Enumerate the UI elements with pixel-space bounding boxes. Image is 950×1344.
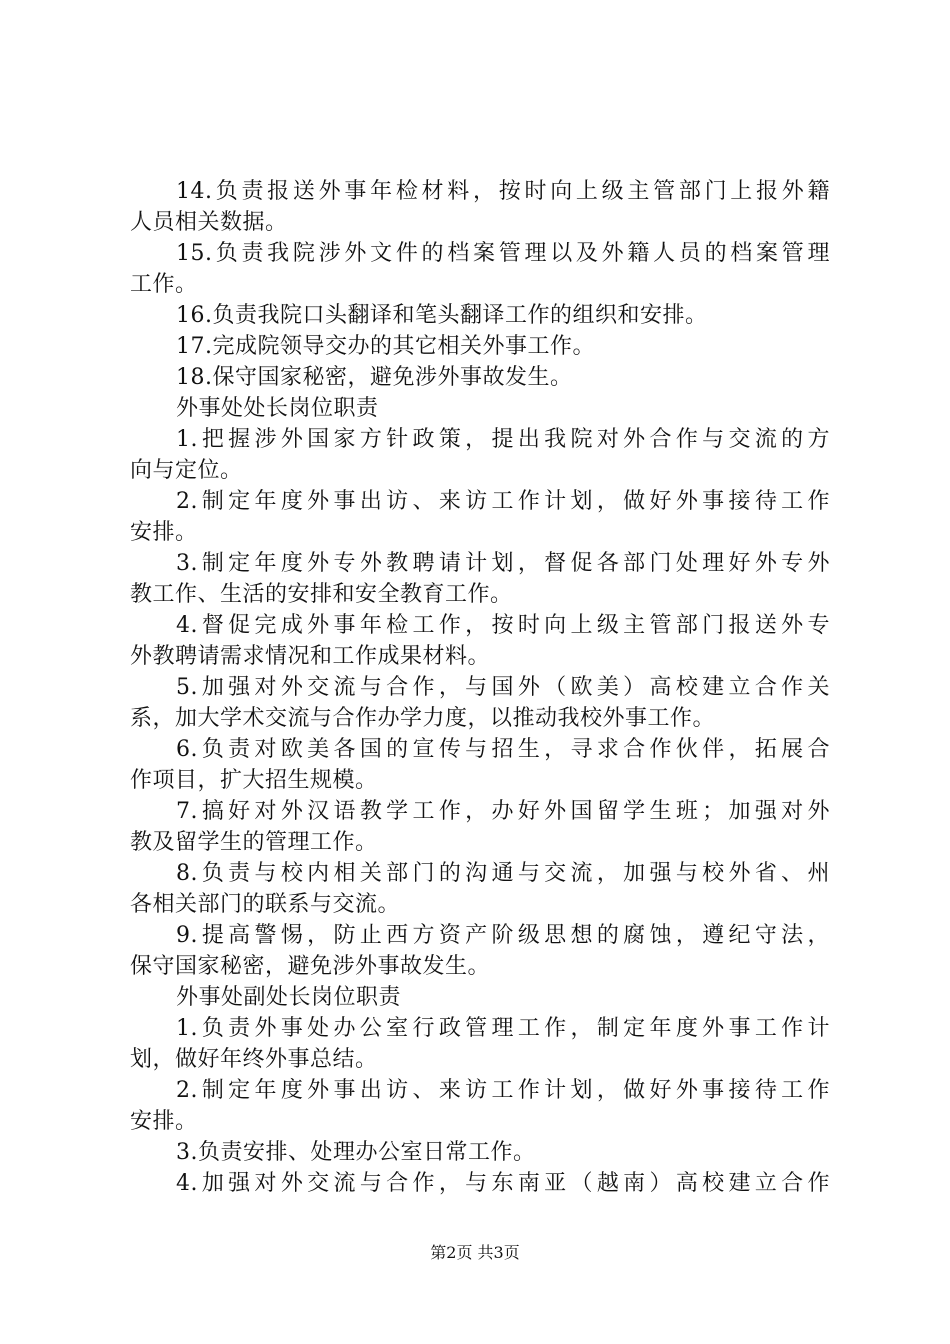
text-line: 7.搞好对外汉语教学工作，办好外国留学生班；加强对外: [176, 799, 830, 824]
text-line: 各相关部门的联系与交流。: [130, 892, 401, 917]
text-line: 保守国家秘密，避免涉外事故发生。: [130, 954, 491, 979]
text-line: 工作。: [130, 272, 198, 297]
text-line: 1.负责外事处办公室行政管理工作，制定年度外事工作计: [176, 1016, 830, 1041]
text-line: 17.完成院领导交办的其它相关外事工作。: [176, 334, 595, 359]
text-line: 4.督促完成外事年检工作，按时向上级主管部门报送外专: [176, 613, 830, 638]
text-line: 15.负责我院涉外文件的档案管理以及外籍人员的档案管理: [176, 241, 830, 266]
text-line: 外事处副处长岗位职责: [176, 985, 402, 1010]
text-line: 向与定位。: [130, 458, 243, 483]
document-body: [130, 176, 830, 1199]
text-line: 划，做好年终外事总结。: [130, 1047, 378, 1072]
text-line: 安排。: [130, 1109, 198, 1134]
text-line: 2.制定年度外事出访、来访工作计划，做好外事接待工作: [176, 489, 830, 514]
text-line: 教及留学生的管理工作。: [130, 830, 378, 855]
text-line: 9.提高警惕，防止西方资产阶级思想的腐蚀，遵纪守法，: [176, 923, 830, 948]
text-line: 4.加强对外交流与合作，与东南亚（越南）高校建立合作: [176, 1171, 830, 1196]
text-line: 安排。: [130, 520, 198, 545]
text-line: 作项目，扩大招生规模。: [130, 768, 378, 793]
text-line: 1.把握涉外国家方针政策，提出我院对外合作与交流的方: [176, 427, 830, 452]
text-line: 3.制定年度外专外教聘请计划，督促各部门处理好外专外: [176, 551, 830, 576]
text-line: 16.负责我院口头翻译和笔头翻译工作的组织和安排。: [176, 303, 708, 328]
text-line: 18.保守国家秘密，避免涉外事故发生。: [176, 365, 573, 390]
text-line: 3.负责安排、处理办公室日常工作。: [176, 1140, 536, 1165]
text-line: 外教聘请需求情况和工作成果材料。: [130, 644, 491, 669]
text-line: 6.负责对欧美各国的宣传与招生，寻求合作伙伴，拓展合: [176, 737, 830, 762]
text-line: 教工作、生活的安排和安全教育工作。: [130, 582, 513, 607]
text-line: 8.负责与校内相关部门的沟通与交流，加强与校外省、州: [176, 861, 830, 886]
text-line: 14.负责报送外事年检材料，按时向上级主管部门上报外籍: [176, 179, 830, 204]
text-line: 外事处处长岗位职责: [176, 396, 379, 421]
text-line: 系，加大学术交流与合作办学力度，以推动我校外事工作。: [130, 706, 716, 731]
text-line: 2.制定年度外事出访、来访工作计划，做好外事接待工作: [176, 1078, 830, 1103]
text-line: 人员相关数据。: [130, 210, 288, 235]
text-line: 5.加强对外交流与合作，与国外（欧美）高校建立合作关: [176, 675, 830, 700]
page-footer: 第2页 共3页: [430, 1243, 520, 1262]
